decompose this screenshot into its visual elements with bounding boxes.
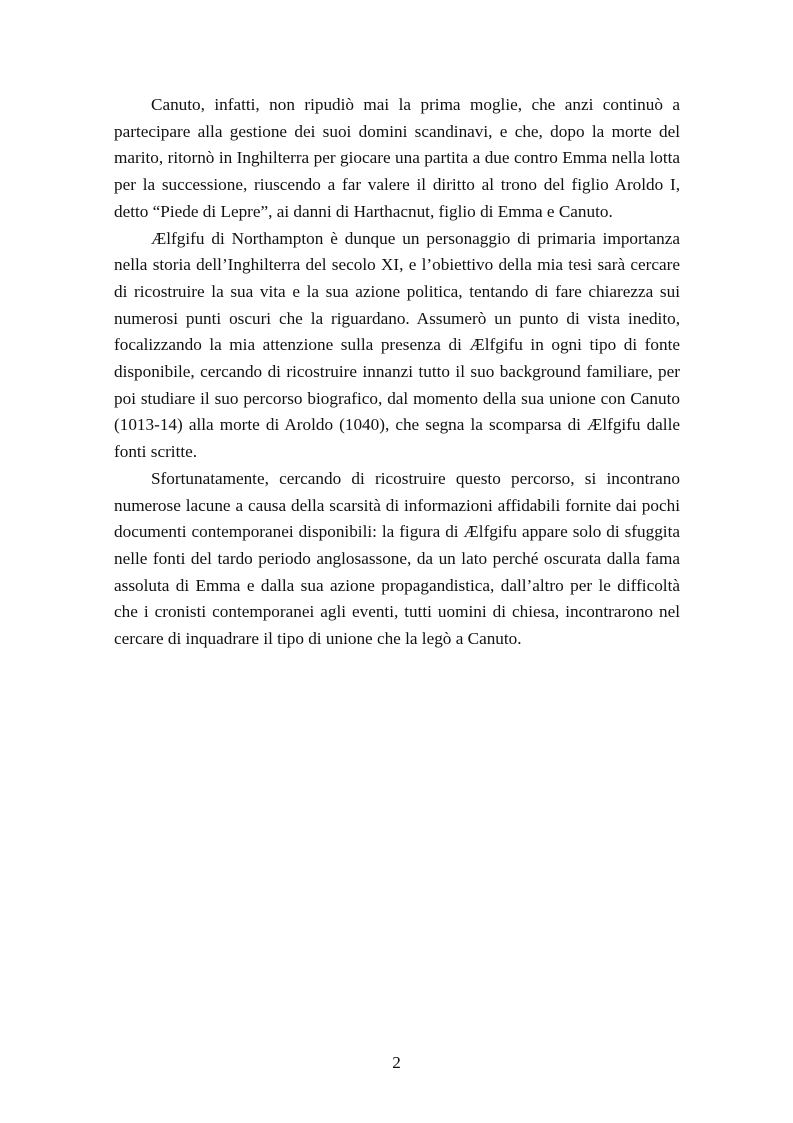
paragraph-3: Sfortunatamente, cercando di ricostruire questo percorso, si incontrano numerose lacune a causa della scarsità di informazioni affidabili fornite dai pochi documenti contemporanei disponibili: la figura di Ælfgifu appare solo di sfuggita nelle fonti del tardo periodo anglosassone, da un lato perché oscurata dalla fama assoluta di Emma e dalla sua azione propagandistica, dall’altro per le difficoltà che i cronisti contemporanei agli eventi, tutti uomini di chiesa, incontrarono nel cercare di inquadrare il tipo di unione che la legò a Canuto. bbox=[114, 468, 680, 649]
paragraph-1: Canuto, infatti, non ripudiò mai la prima moglie, che anzi continuò a partecipare alla gestione dei suoi domini scandinavi, e che, dopo la morte del marito, ritornò in Inghilterra per giocare una partita a due contro Emma nella lotta per la successione, riuscendo a far valere il diritto al trono del figlio Aroldo I, detto “Piede di Lepre”, ai danni di Harthacnut, figlio di Emma e Canuto. bbox=[114, 95, 680, 221]
body-text bbox=[114, 92, 680, 653]
paragraph-2: Ælfgifu di Northampton è dunque un personaggio di primaria importanza nella storia dell’Inghilterra del secolo XI, e l’obiettivo della mia tesi sarà cercare di ricostruire la sua vita e la sua azione politica, tentando di fare chiarezza sui numerosi punti oscuri che la riguardano. Assumerò un punto di vista inedito, focalizzando la mia attenzione sulla presenza di Ælfgifu in ogni tipo di fonte disponibile, cercando di ricostruire innanzi tutto il suo background familiare, per poi studiare il suo percorso biografico, dal momento della sua unione con Canuto (1013-14) alla morte di Aroldo (1040), che segna la scomparsa di Ælfgifu dalle fonti scritte. bbox=[114, 228, 680, 462]
page-number: 2 bbox=[392, 1053, 401, 1072]
